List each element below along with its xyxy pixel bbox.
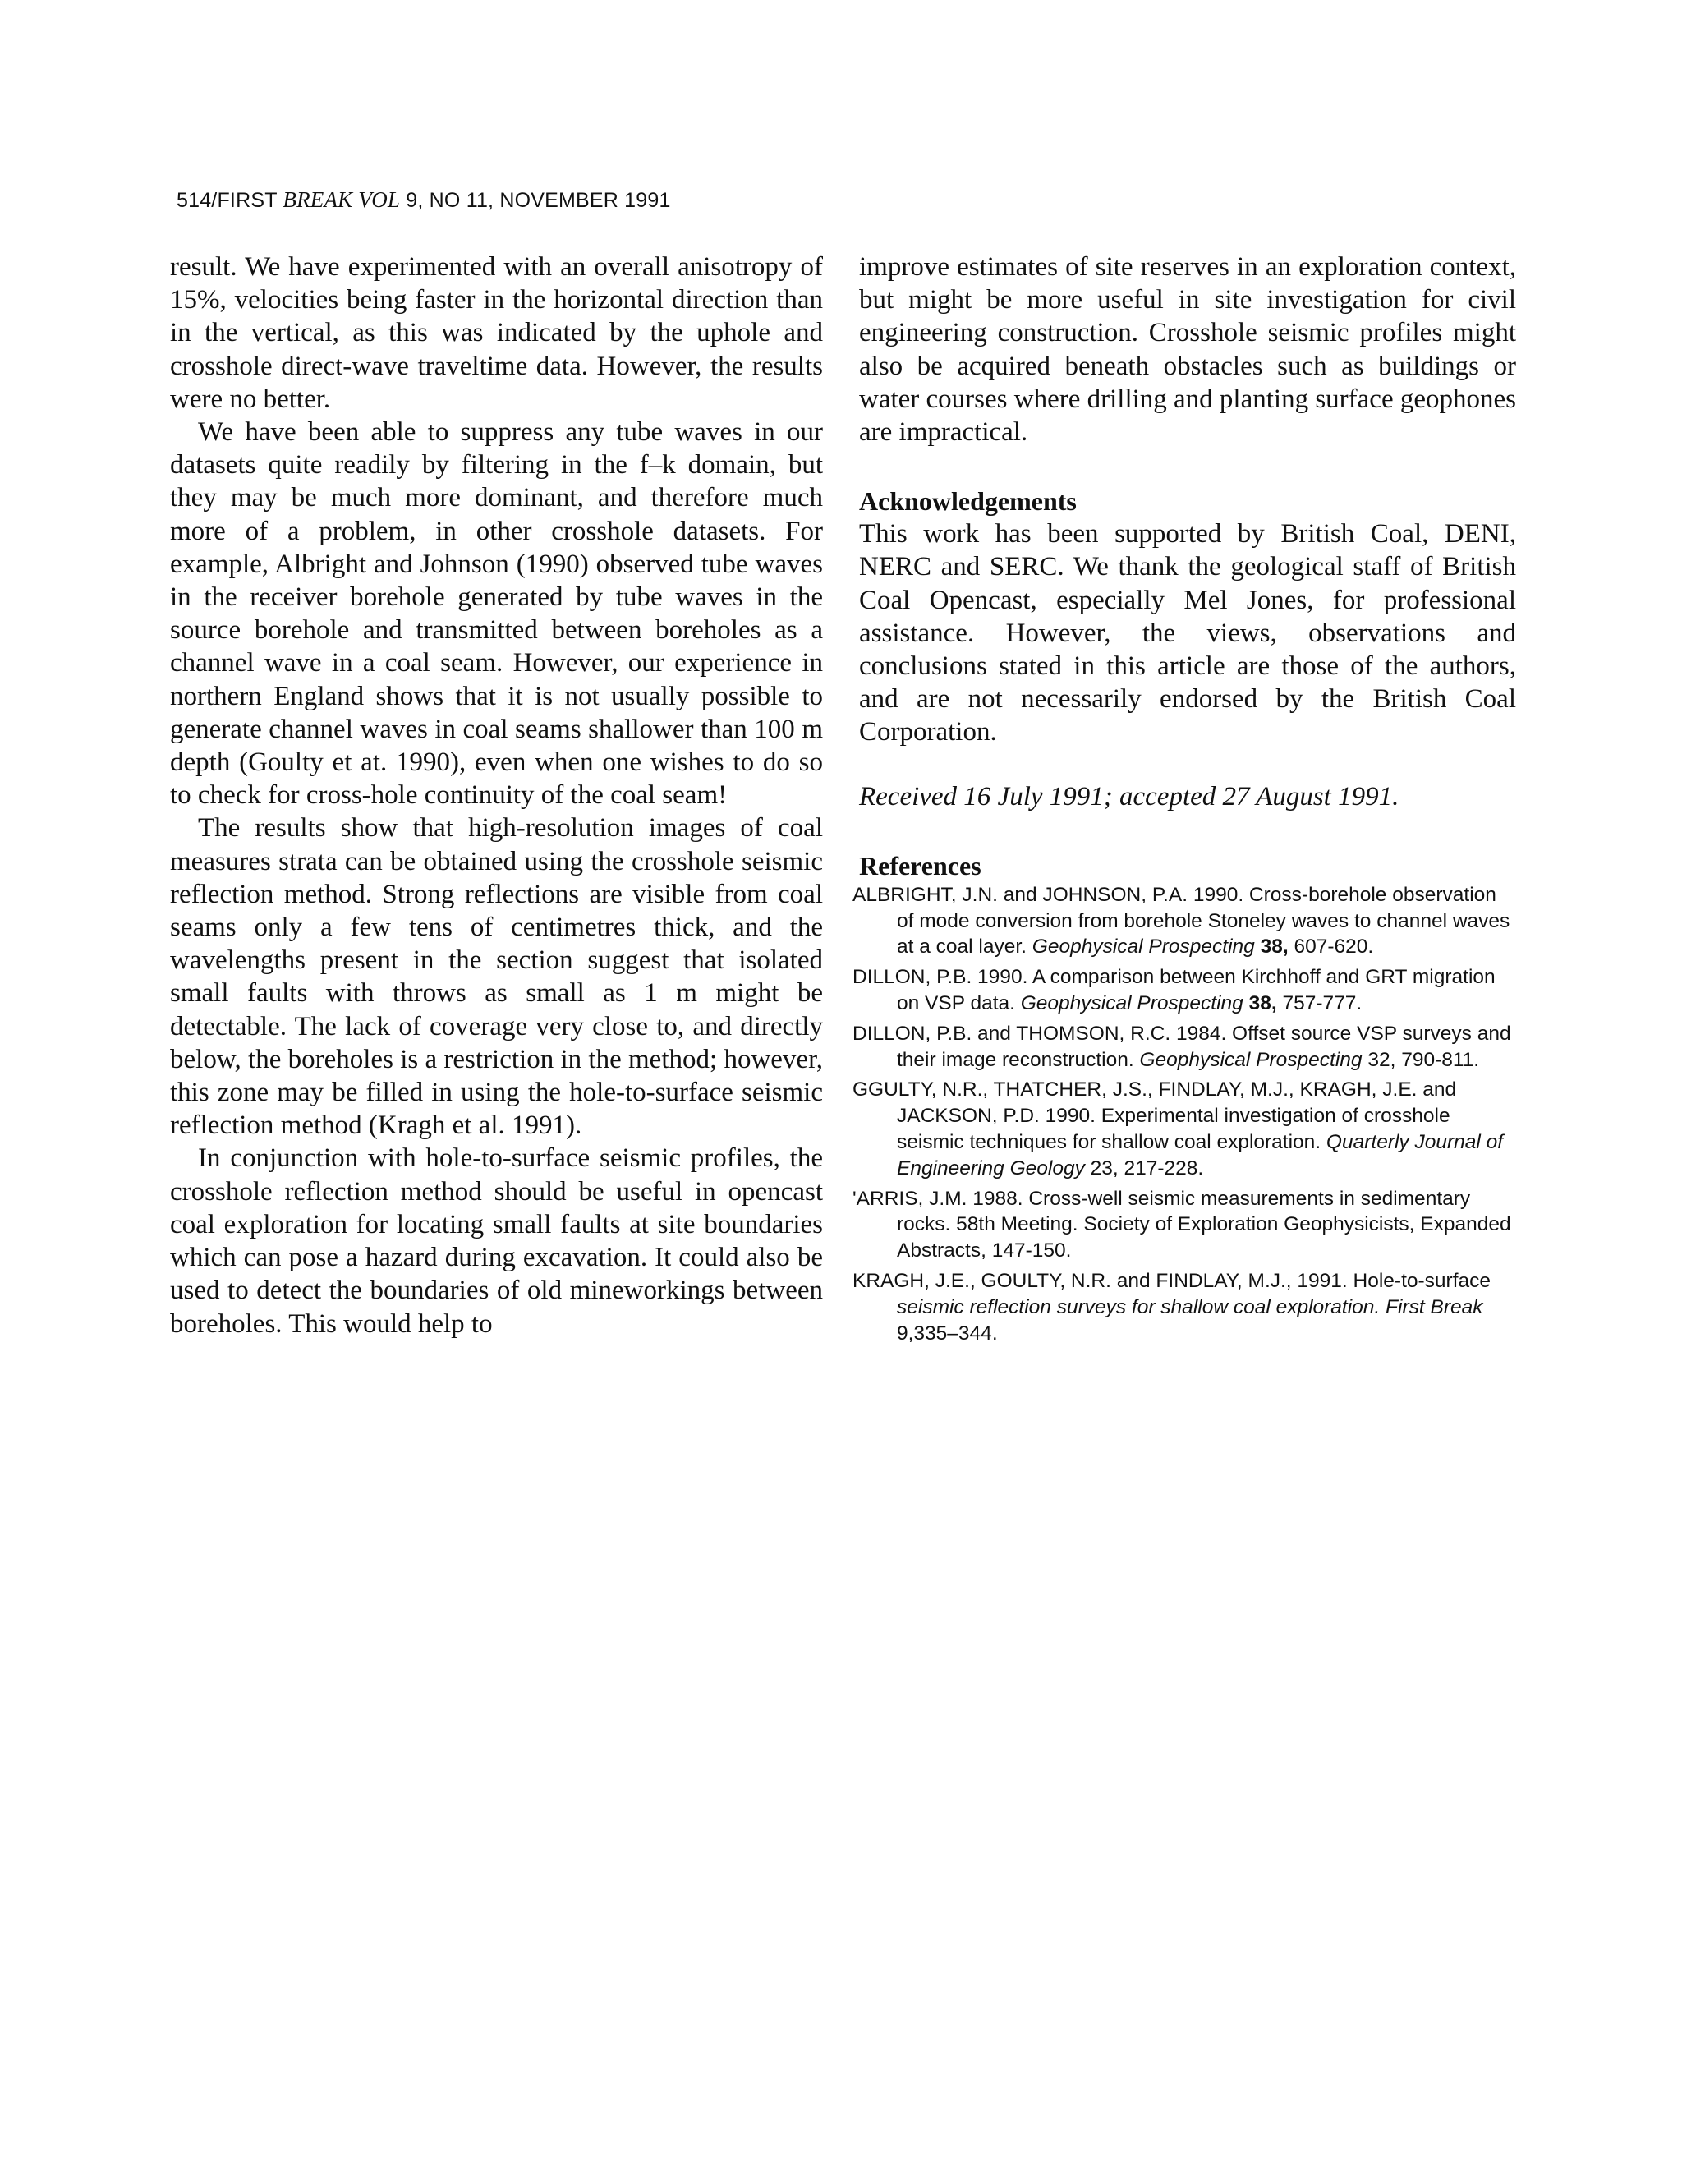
body-paragraph: result. We have experimented with an overall anisotropy of 15%, velocities being faster in the horizontal direction than in the vertical, as this was indicated by the uphole and crosshole direct-wave traveltime data. However, the results were no better. — [170, 252, 823, 414]
body-paragraph: We have been able to suppress any tube waves in our datasets quite readily by filtering in the f–k domain, but they may be much more dominant, and therefore much more of a problem, in other crosshole datasets. For example, Albright and Johnson (1990) observed tube waves in the receiver borehole generated by tube waves in the source borehole and transmitted between boreholes as a channel wave in a coal seam. However, our experience in northern England shows that it is not usually possible to generate channel waves in coal seams shallower than 100 m depth (Goulty et at. 1990), even when one wishes to do so to check for cross-hole continuity of the coal seam! — [170, 417, 823, 811]
received-date: Received 16 July 1991; accepted 27 August 1991. — [859, 781, 1399, 812]
reference-list — [852, 882, 1516, 1347]
running-head-italic: BREAK VOL — [283, 187, 401, 212]
running-head — [177, 187, 671, 213]
reference-item: 'ARRIS, J.M. 1988. Cross-well seismic measurements in sedimentary rocks. 58th Meeting. Society of Exploration Geophysicists, Expanded Abstracts, 147-150. — [852, 1187, 1511, 1262]
reference-item: KRAGH, J.E., GOULTY, N.R. and FINDLAY, M.J., 1991. Hole-to-surface seismic reflection surveys for shallow coal exploration. First Break 9,335–344. — [852, 1270, 1491, 1345]
right-column — [852, 251, 1516, 1346]
acknowledgements-text: This work has been supported by British Coal, DENI, NERC and SERC. We thank the geological staff of British Coal Opencast, especially Mel Jones, for professional assistance. However, the views, observations and conclusions stated in this article are those of the authors, and are not necessarily endorsed by the British Coal Corporation. — [859, 519, 1516, 747]
references-heading: References — [859, 850, 981, 880]
acknowledgements-heading: Acknowledgements — [859, 486, 1077, 517]
running-head-suffix: 9, NO 11, NOVEMBER 1991 — [400, 189, 671, 212]
left-column — [170, 251, 823, 1340]
reference-item: DILLON, P.B. and THOMSON, R.C. 1984. Offset source VSP surveys and their image reconstruction. Geophysical Prospecting 32, 790-811. — [852, 1022, 1511, 1071]
body-paragraph: The results show that high-resolution images of coal measures strata can be obtained using the crosshole seismic reflection method. Strong reflections are visible from coal seams only a few tens of centimetres thick, and the wavelengths present in the section suggest that isolated small faults with throws as small as 1 m might be detectable. The lack of coverage very close to, and directly below, the boreholes is a restriction in the method; however, this zone may be filled in using the hole-to-surface seismic reflection method (Kragh et al. 1991). — [170, 813, 823, 1141]
body-paragraph: In conjunction with hole-to-surface seismic profiles, the crosshole reflection method should be useful in opencast coal exploration for locating small faults at site boundaries which can pose a hazard during excavation. It could also be used to detect the boundaries of old mineworkings between boreholes. This would help to — [170, 1143, 823, 1339]
reference-item: ALBRIGHT, J.N. and JOHNSON, P.A. 1990. Cross-borehole observation of mode conversion from borehole Stoneley waves to channel waves at a coal layer. Geophysical Prospecting 38, 607-620. — [852, 883, 1510, 959]
body-paragraph-continuation: improve estimates of site reserves in an exploration context, but might be more useful in site investigation for civil engineering construction. Crosshole seismic profiles might also be acquired beneath obstacles such as buildings or water courses where drilling and planting surface geophones are impractical. — [859, 252, 1516, 448]
running-head-prefix: 514/FIRST — [177, 189, 283, 212]
reference-item: DILLON, P.B. 1990. A comparison between Kirchhoff and GRT migration on VSP data. Geophysical Prospecting 38, 757-777. — [852, 966, 1496, 1015]
reference-item: GGULTY, N.R., THATCHER, J.S., FINDLAY, M.J., KRAGH, J.E. and JACKSON, P.D. 1990. Experimental investigation of crosshole seismic techniques for shallow coal exploration. Quarterly Journal of Engineering Geology 23, 217-228. — [852, 1078, 1504, 1179]
